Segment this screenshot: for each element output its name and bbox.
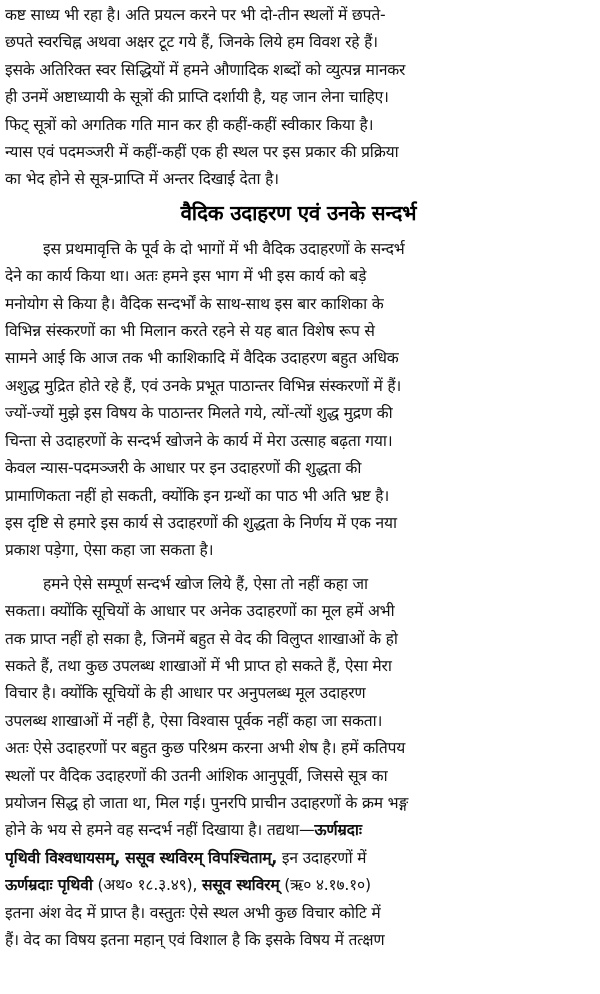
text-line: हैं। वेद का विषय इतना महान् एवं विशाल है कि इसके विषय में तत्क्षण xyxy=(5,931,385,949)
text-line: हमने ऐसे सम्पूर्ण सन्दर्भ खोज लिये हैं, ऐसा तो नहीं कहा जा xyxy=(43,574,368,593)
text-line: उपलब्ध शाखाओं में नहीं है, ऐसा विश्वास पूर्वक नहीं कहा जा सकता। xyxy=(5,711,383,730)
vedic-quote: ऊर्णम्रदाः पृथिवी xyxy=(5,876,93,895)
text-line: इस प्रथमावृत्ति के पूर्व के दो भागों में भी वैदिक उदाहरणों के सन्दर्भ xyxy=(43,239,405,258)
text-line: ज्यों-ज्यों मुझे इस विषय के पाठान्तर मिलते गये, त्यों-त्यों शुद्ध मुद्रण की xyxy=(5,404,393,423)
text-line: प्रकाश पड़ेगा, ऐसा कहा जा सकता है। xyxy=(5,541,214,560)
text-line: केवल न्यास-पदमञ्जरी के आधार पर इन उदाहरणों की शुद्धता की xyxy=(5,459,362,478)
text-line: सकते हैं, तथा कुछ उपलब्ध शाखाओं में भी प्राप्त हो सकते हैं, ऐसा मेरा xyxy=(5,656,392,675)
text-line: सकता। क्योंकि सूचियों के आधार पर अनेक उदाहरणों का मूल हमें अभी xyxy=(5,602,395,621)
text-line: स्थलों पर वैदिक उदाहरणों की उतनी आंशिक आनुपूर्वी, जिससे सूत्र का xyxy=(5,766,388,785)
text-line: ही उनमें अष्टाध्यायी के सूत्रों की प्राप्ति दर्शायी है, यह जान लेना चाहिए। xyxy=(5,88,389,107)
paragraph-1 xyxy=(5,2,592,194)
text-line: फिट् सूत्रों को अगतिक गति मान कर ही कहीं-कहीं स्वीकार किया है। xyxy=(5,115,374,134)
text-line: चिन्ता से उदाहरणों के सन्दर्भ खोजने के कार्य में मेरा उत्साह बढ़ता गया। xyxy=(5,431,393,450)
text-line: तक प्राप्त नहीं हो सका है, जिनमें बहुत से वेद की विलुप्त शाखाओं के हो xyxy=(5,629,398,648)
vedic-quote: ऊर्णम्रदाः xyxy=(314,821,362,840)
citation: (अथ० १८.३.४९), xyxy=(92,876,202,895)
text-line xyxy=(5,817,592,844)
text-line: इतना अंश वेद में प्राप्त है। वस्तुतः ऐसे स्थल अभी कुछ विचार कोटि में xyxy=(5,903,381,922)
text-line: का भेद होने से सूत्र-प्राप्ति में अन्तर दिखाई देता है। xyxy=(5,170,279,189)
text-line: अतः ऐसे उदाहरणों पर बहुत कुछ परिश्रम करना अभी शेष है। हमें कतिपय xyxy=(5,739,406,758)
text-line: न्यास एवं पदमञ्जरी में कहीं-कहीं एक ही स्थल पर इस प्रकार की प्रक्रिया xyxy=(5,143,399,162)
text-line: देने का कार्य किया था। अतः हमने इस भाग में भी इस कार्य को बड़े xyxy=(5,267,367,286)
paragraph-2 xyxy=(5,236,592,565)
citation: (ऋ० ४.१७.१०) xyxy=(279,876,371,895)
text-line: प्रयोजन सिद्ध हो जाता था, मिल गई। पुनरपि प्राचीन उदाहरणों के क्रम भङ्ग xyxy=(5,793,409,812)
text-run: इन उदाहरणों में xyxy=(277,848,367,867)
text-line xyxy=(5,845,592,872)
text-line: कष्ट साध्य भी रहा है। अति प्रयत्न करने पर भी दो-तीन स्थलों में छपते- xyxy=(5,6,386,24)
text-line: सामने आई कि आज तक भी काशिकादि में वैदिक उदाहरण बहुत अधिक xyxy=(5,349,399,368)
text-line: अशुद्ध मुद्रित होते रहे हैं, एवं उनके प्रभूत पाठान्तर विभिन्न संस्करणों में हैं। xyxy=(5,376,402,395)
vedic-quote: ससूव स्थविरम् xyxy=(201,876,280,895)
text-line: प्रामाणिकता नहीं हो सकती, क्योंकि इन ग्रन्थों का पाठ भी अति भ्रष्ट है। xyxy=(5,486,390,505)
text-run: होने के भय से हमने वह सन्दर्भ नहीं दिखाया है। तद्यथा— xyxy=(5,821,315,840)
text-line xyxy=(5,872,592,899)
text-line: इसके अतिरिक्त स्वर सिद्धियों में हमने औणादिक शब्दों को व्युत्पन्न मानकर xyxy=(5,60,406,79)
vedic-quote: पृथिवी विश्वधायसम्, ससूव स्थविरम् विपश्चिताम्, xyxy=(5,848,278,867)
text-line: मनोयोग से किया है। वैदिक सन्दर्भों के साथ-साथ इस बार काशिका के xyxy=(5,294,384,313)
text-line: विभिन्न संस्करणों का भी मिलान करते रहने से यह बात विशेष रूप से xyxy=(5,322,375,341)
section-heading: वैदिक उदाहरण एवं उनके सन्दर्भ xyxy=(180,200,417,225)
text-line: विचार है। क्योंकि सूचियों के ही आधार पर अनुपलब्ध मूल उदाहरण xyxy=(5,684,366,703)
text-line: इस दृष्टि से हमारे इस कार्य से उदाहरणों की शुद्धता के निर्णय में एक नया xyxy=(5,513,397,532)
text-line: छपते स्वरचिह्न अथवा अक्षर टूट गये हैं, जिनके लिये हम विवश रहे हैं। xyxy=(5,33,378,52)
paragraph-3 xyxy=(5,571,592,955)
